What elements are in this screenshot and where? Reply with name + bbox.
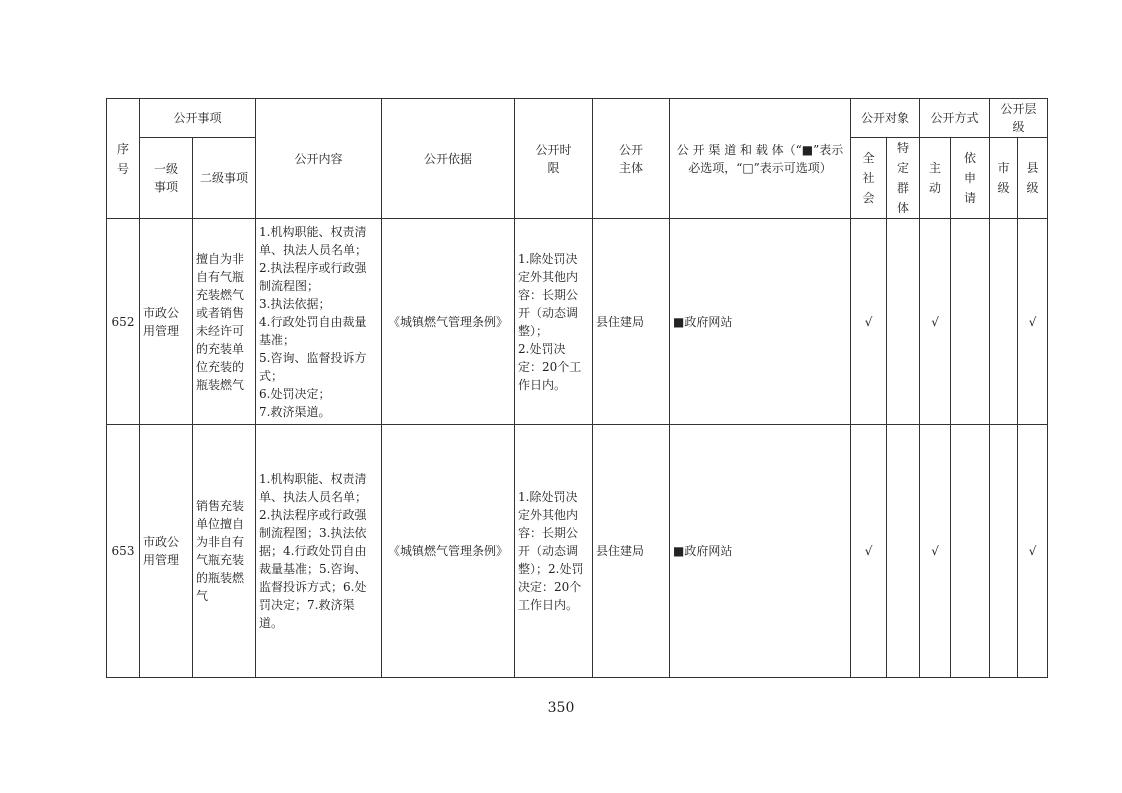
header-method-group: 公开方式 bbox=[920, 99, 990, 138]
cell-level2: 擅自为非自有气瓶充装燃气或者销售未经许可的充装单位充装的瓶装燃气 bbox=[193, 219, 256, 425]
header-channel: 公 开 渠 道 和 载 体（“■”表示必选项，“□”表示可选项） bbox=[670, 99, 851, 219]
header-row-1 bbox=[107, 99, 1048, 138]
header-audience-group: 公开对象 bbox=[851, 99, 920, 138]
disclosure-table bbox=[106, 98, 1048, 678]
table-row bbox=[107, 219, 1048, 425]
header-time-limit: 公开时限 bbox=[515, 99, 593, 219]
cell-city bbox=[990, 425, 1018, 678]
header-matter-group: 公开事项 bbox=[140, 99, 256, 138]
header-county: 县级 bbox=[1018, 138, 1048, 219]
header-specific-group: 特定群体 bbox=[887, 138, 920, 219]
header-subject: 公开主体 bbox=[593, 99, 670, 219]
cell-level1: 市政公用管理 bbox=[140, 425, 193, 678]
cell-subject: 县住建局 bbox=[593, 219, 670, 425]
cell-whole-society: √ bbox=[851, 219, 887, 425]
cell-level1: 市政公用管理 bbox=[140, 219, 193, 425]
cell-specific-group bbox=[887, 425, 920, 678]
cell-seq: 653 bbox=[107, 425, 140, 678]
cell-content: 1.机构职能、权责清单、执法人员名单；2.执法程序或行政强制流程图；3.执法依据；4.行政处罚自由裁量基准；5.咨询、监督投诉方式；6.处罚决定；7.救济渠道。 bbox=[256, 425, 382, 678]
header-active: 主动 bbox=[920, 138, 951, 219]
cell-channel: ■政府网站 bbox=[670, 425, 851, 678]
cell-active: √ bbox=[920, 219, 951, 425]
header-level-group: 公开层级 bbox=[990, 99, 1048, 138]
cell-content: 1.机构职能、权责清单、执法人员名单； 2.执法程序或行政强制流程图； 3.执法依据； 4.行政处罚自由裁量基准； 5.咨询、监督投诉方式； 6.处罚决定； 7.救济渠道。 bbox=[256, 219, 382, 425]
header-on-request: 依申请 bbox=[951, 138, 990, 219]
cell-channel: ■政府网站 bbox=[670, 219, 851, 425]
header-level2: 二级事项 bbox=[193, 138, 256, 219]
cell-county: √ bbox=[1018, 425, 1048, 678]
header-whole-society: 全社会 bbox=[851, 138, 887, 219]
cell-specific-group bbox=[887, 219, 920, 425]
cell-basis: 《城镇燃气管理条例》 bbox=[382, 219, 515, 425]
cell-level2: 销售充装单位擅自为非自有气瓶充装的瓶装燃气 bbox=[193, 425, 256, 678]
cell-whole-society: √ bbox=[851, 425, 887, 678]
page-number: 350 bbox=[547, 700, 575, 716]
header-level1: 一级事项 bbox=[140, 138, 193, 219]
table-row bbox=[107, 425, 1048, 678]
header-basis: 公开依据 bbox=[382, 99, 515, 219]
cell-seq: 652 bbox=[107, 219, 140, 425]
cell-county: √ bbox=[1018, 219, 1048, 425]
cell-active: √ bbox=[920, 425, 951, 678]
cell-on-request bbox=[951, 219, 990, 425]
cell-on-request bbox=[951, 425, 990, 678]
cell-time-limit: 1.除处罚决定外其他内容：长期公开（动态调整）； 2.处罚决定：20个工作日内。 bbox=[515, 219, 593, 425]
cell-basis: 《城镇燃气管理条例》 bbox=[382, 425, 515, 678]
cell-subject: 县住建局 bbox=[593, 425, 670, 678]
cell-city bbox=[990, 219, 1018, 425]
header-city: 市级 bbox=[990, 138, 1018, 219]
cell-time-limit: 1.除处罚决定外其他内容：长期公开（动态调整）；2.处罚决定：20个工作日内。 bbox=[515, 425, 593, 678]
header-content: 公开内容 bbox=[256, 99, 382, 219]
header-seq: 序号 bbox=[107, 99, 140, 219]
